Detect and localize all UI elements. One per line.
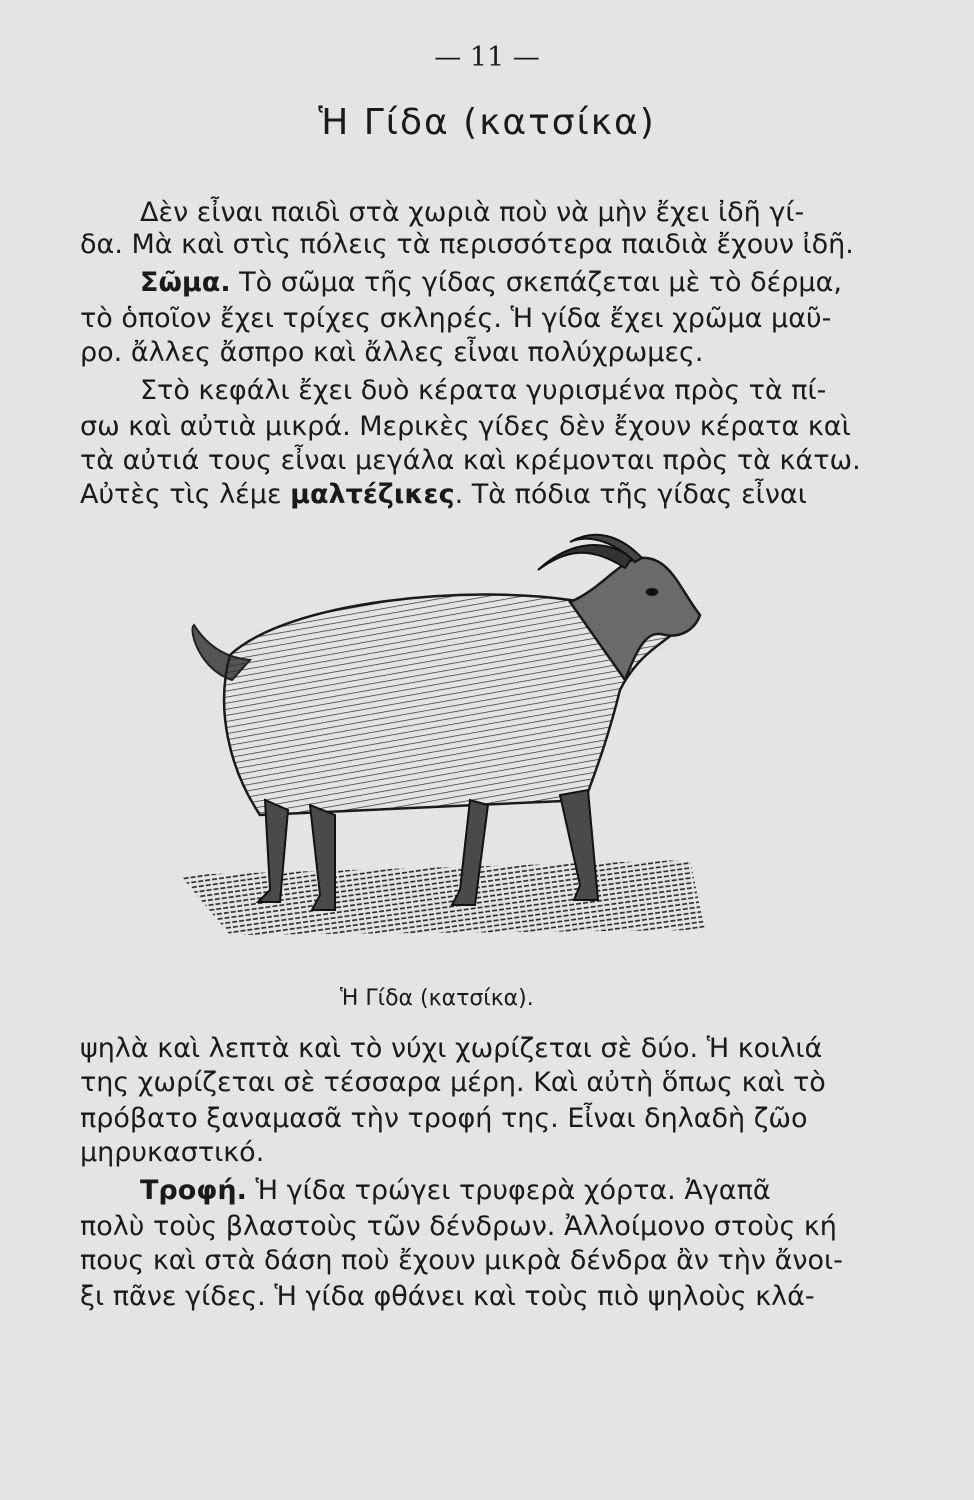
- text-line: σω καὶ αὐτιὰ μικρά. Μερικὲς γίδες δὲν ἔχουν κέρατα καὶ: [80, 411, 851, 442]
- text-line: Αὐτὲς τὶς λέμε μαλτέζικες. Τὰ πόδια τῆς γίδας εἶναι: [80, 479, 807, 510]
- text-line: πρόβατο ξαναμασᾶ τὴν τροφή της. Εἶναι δηλαδὴ ζῶο: [80, 1103, 808, 1134]
- page-number: — 11 —: [434, 42, 540, 73]
- text-line: τὸ ὁποῖον ἔχει τρίχες σκληρές. Ἡ γίδα ἔχει χρῶμα μαῦ-: [80, 303, 832, 334]
- page-title: Ἡ Γίδα (κατσίκα): [318, 102, 656, 143]
- text-line: Σῶμα. Τὸ σῶμα τῆς γίδας σκεπάζεται μὲ τὸ δέρμα,: [140, 267, 842, 298]
- ground-shading: [180, 860, 705, 935]
- text-line: πολὺ τοὺς βλαστοὺς τῶν δένδρων. Ἀλλοίμονο στοὺς κή: [80, 1211, 837, 1242]
- section-label-body: Σῶμα.: [140, 267, 231, 298]
- text-line: δα. Μὰ καὶ στὶς πόλεις τὰ περισσότερα παιδιὰ ἔχουν ἰδῆ.: [80, 229, 854, 260]
- text-line: Δὲν εἶναι παιδὶ στὰ χωριὰ ποὺ νὰ μὴν ἔχει ἰδῆ γί-: [140, 197, 805, 228]
- figure-caption: Ἡ Γίδα (κατσίκα).: [340, 986, 534, 1011]
- text-line: πους καὶ στὰ δάση ποὺ ἔχουν μικρὰ δένδρα ἂν τὴν ἄνοι-: [80, 1245, 843, 1276]
- text-line: ξι πᾶνε γίδες. Ἡ γίδα φθάνει καὶ τοὺς πιὸ ψηλοὺς κλά-: [80, 1281, 815, 1312]
- text-line: μηρυκαστικό.: [80, 1137, 265, 1168]
- text-line: Τροφή. Ἡ γίδα τρώγει τρυφερὰ χόρτα. Ἀγαπᾶ: [140, 1175, 771, 1206]
- text-line: ρο. ἄλλες ἄσπρο καὶ ἄλλες εἶναι πολύχρωμες.: [80, 337, 704, 368]
- goat-illustration-icon: [170, 530, 730, 960]
- text-line: της χωρίζεται σὲ τέσσαρα μέρη. Καὶ αὐτὴ ὅπως καὶ τὸ: [80, 1067, 826, 1098]
- section-label-food: Τροφή.: [140, 1175, 247, 1206]
- emphasized-term: μαλτέζικες: [290, 479, 455, 510]
- text-line: Στὸ κεφάλι ἔχει δυὸ κέρατα γυρισμένα πρὸς τὰ πί-: [140, 375, 827, 406]
- text-line: ψηλὰ καὶ λεπτὰ καὶ τὸ νύχι χωρίζεται σὲ δύο. Ἡ κοιλιά: [80, 1033, 823, 1064]
- text-line: τὰ αὐτιά τους εἶναι μεγάλα καὶ κρέμονται πρὸς τὰ κάτω.: [80, 445, 861, 476]
